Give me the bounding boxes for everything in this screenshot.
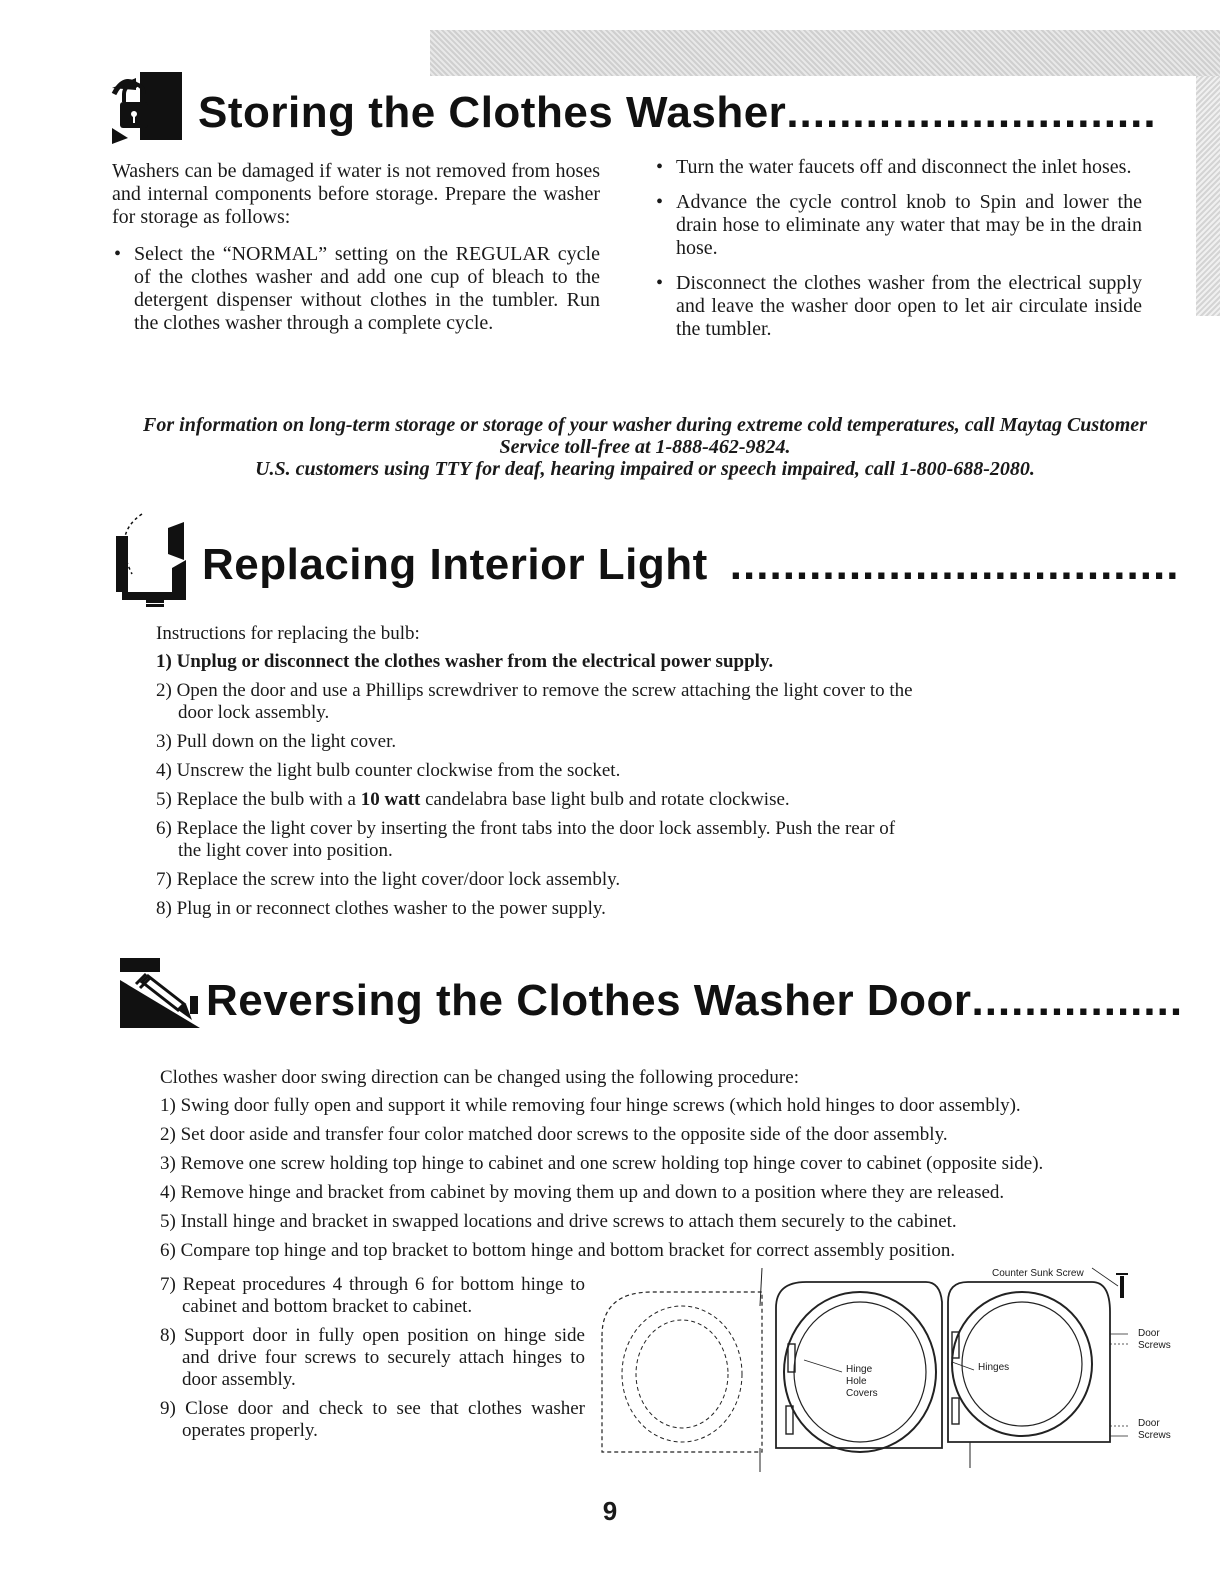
- storing-intro: Washers can be damaged if water is not removed from hoses and internal components before storage. Prepare the washer for storage as follows:: [112, 160, 600, 228]
- counter-sunk-screw-label: Counter Sunk Screw: [992, 1268, 1084, 1279]
- door-steps-narrow: [160, 1274, 585, 1442]
- list-item: 3) Pull down on the light cover.: [156, 731, 397, 752]
- light-heading: [202, 540, 1179, 590]
- door-screws-bottom-label-2: Screws: [1138, 1430, 1171, 1441]
- hinges-label: Hinges: [978, 1362, 1010, 1373]
- door-steps-full: [160, 1095, 1160, 1262]
- door-screws-top-label-1: Door: [1138, 1328, 1160, 1339]
- list-item: • Disconnect the clothes washer from the electrical supply and leave the washer door open to let air circulate inside the tumbler.: [654, 272, 1142, 341]
- edge-pattern-strip: [1196, 76, 1220, 316]
- list-item: 3) Remove one screw holding top hinge to cabinet and one screw holding top hinge cover to cabinet (opposite side).: [160, 1153, 1044, 1174]
- storing-left-bullets: [112, 243, 600, 335]
- list-item: 2) Set door aside and transfer four color matched door screws to the opposite side of the door assembly.: [160, 1124, 948, 1145]
- storing-heading: [198, 88, 1157, 138]
- light-steps: [156, 651, 916, 920]
- door-intro: Clothes washer door swing direction can be changed using the following procedure:: [160, 1067, 799, 1088]
- step5-text-a: 5) Replace the bulb with a: [156, 789, 361, 810]
- list-item: • Turn the water faucets off and disconnect the inlet hoses.: [654, 156, 1142, 179]
- light-bulb-icon: [108, 508, 194, 608]
- light-title-leader: ..................................: [729, 540, 1180, 589]
- list-item: 5) Install hinge and bracket in swapped locations and drive screws to attach them securely to the cabinet.: [160, 1211, 957, 1232]
- step5-wattage: 10 watt: [360, 789, 421, 810]
- storing-title: Storing the Clothes Washer: [198, 88, 787, 137]
- list-item: 6) Replace the light cover by inserting the front tabs into the door lock assembly. Push the rear of the light cover into position.: [156, 818, 896, 861]
- list-item: 4) Unscrew the light bulb counter clockwise from the socket.: [156, 760, 621, 781]
- list-item: 2) Open the door and use a Phillips screwdriver to remove the screw attaching the light cover to the door lock assembly.: [156, 680, 913, 723]
- door-diagram-svg: [592, 1262, 1182, 1472]
- list-item: 8) Support door in fully open position on hinge side and drive four screws to securely attach hinges to door assembly.: [160, 1325, 585, 1390]
- tty-note: U.S. customers using TTY for deaf, hearing impaired or speech impaired, call 1-800-688-2080.: [255, 458, 1035, 480]
- light-intro: Instructions for replacing the bulb:: [156, 623, 420, 644]
- header-pattern-band: [430, 30, 1220, 76]
- list-item: 1) Swing door fully open and support it while removing four hinge screws (which hold hinges to door assembly).: [160, 1095, 1021, 1116]
- door-screws-bottom-label-1: Door: [1138, 1418, 1160, 1429]
- light-instructions: [156, 622, 916, 927]
- screwdriver-icon: [112, 952, 202, 1032]
- storing-title-leader: ............................: [786, 88, 1157, 137]
- step5-text-b: candelabra base light bulb and rotate clockwise.: [420, 789, 790, 810]
- door-title-leader: ................: [971, 976, 1184, 1025]
- door-title: Reversing the Clothes Washer Door: [206, 976, 972, 1025]
- list-item: [156, 789, 916, 811]
- customer-service-note: For information on long-term storage or storage of your washer during extreme cold temperatures, call Maytag Customer Service toll-free at 1-888-462-9824.: [143, 414, 1147, 458]
- list-item: • Select the “NORMAL” setting on the REGULAR cycle of the clothes washer and add one cup of bleach to the detergent dispenser without clothes in the tumbler. Run the clothes washer through a complete cycle.: [112, 243, 600, 335]
- list-item: • Advance the cycle control knob to Spin and lower the drain hose to eliminate any water that may be in the drain hose.: [654, 191, 1142, 260]
- list-item: 7) Repeat procedures 4 through 6 for bottom hinge to cabinet and bottom bracket to cabinet.: [160, 1274, 585, 1317]
- door-steps-narrow-col: [160, 1274, 585, 1449]
- door-instructions: [160, 1066, 1160, 1269]
- page-number: 9: [602, 1496, 618, 1526]
- list-item: 8) Plug in or reconnect clothes washer to the power supply.: [156, 898, 606, 919]
- door-hinge-diagram: [592, 1262, 1182, 1472]
- hinge-hole-covers-label-3: Covers: [846, 1388, 878, 1399]
- storage-contact-note: [140, 414, 1150, 480]
- light-title: Replacing Interior Light: [202, 540, 708, 589]
- list-item: 9) Close door and check to see that clothes washer operates properly.: [160, 1398, 585, 1441]
- list-item: 6) Compare top hinge and top bracket to bottom hinge and bottom bracket for correct assembly position.: [160, 1240, 956, 1261]
- door-heading: [206, 976, 1183, 1026]
- list-item: 7) Replace the screw into the light cover/door lock assembly.: [156, 869, 621, 890]
- list-item: 4) Remove hinge and bracket from cabinet by moving them up and down to a position where they are released.: [160, 1182, 1005, 1203]
- hinge-hole-covers-label-2: Hole: [846, 1376, 867, 1387]
- storage-lock-icon: [106, 66, 186, 146]
- list-item: 1) Unplug or disconnect the clothes washer from the electrical power supply.: [156, 651, 774, 672]
- storing-right-bullets: [654, 156, 1142, 341]
- storing-right-column: [654, 156, 1142, 353]
- door-screws-top-label-2: Screws: [1138, 1340, 1171, 1351]
- storing-left-column: [112, 160, 600, 347]
- hinge-hole-covers-label-1: Hinge: [846, 1364, 873, 1375]
